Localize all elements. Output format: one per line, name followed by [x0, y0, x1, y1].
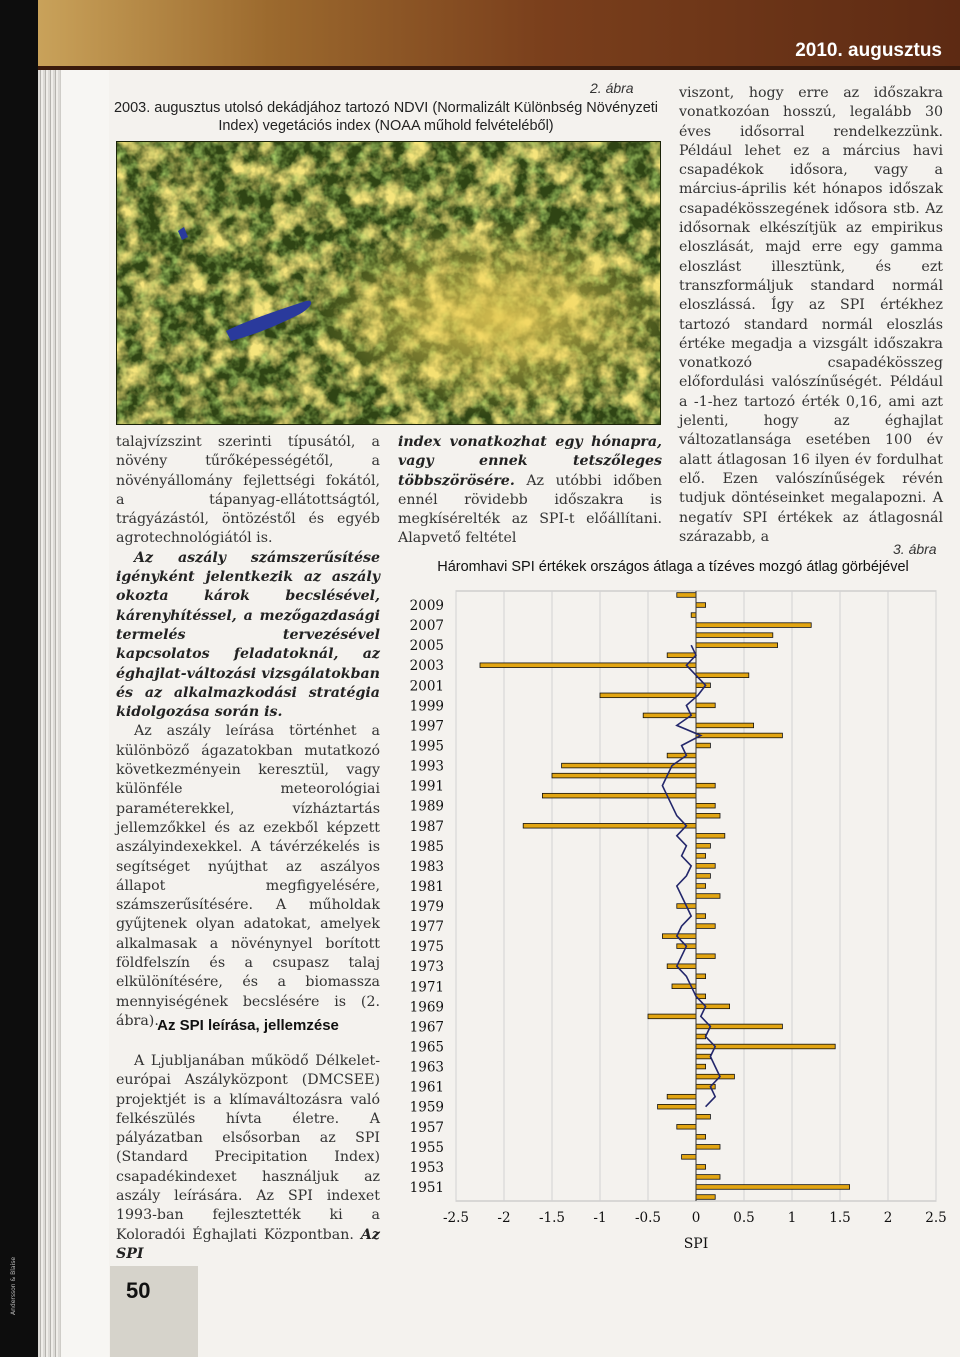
spi-bar-1958	[696, 1114, 710, 1119]
spi-bar-2004	[667, 653, 696, 658]
spi-bar-1982	[696, 874, 710, 879]
spi-bar-1950	[696, 1195, 715, 1200]
spi-bar-1959	[658, 1104, 696, 1109]
spi-bar-1989	[696, 803, 715, 808]
spi-bar-1984	[696, 854, 706, 859]
spi-bar-1966	[696, 1034, 706, 1039]
spi-bar-2006	[696, 633, 773, 638]
spi-bar-1991	[696, 783, 715, 788]
spi-bar-1996	[696, 733, 782, 738]
y-tick-label-1965: 1965	[409, 1039, 444, 1056]
spi-bar-1956	[696, 1135, 706, 1140]
spi-chart-svg	[398, 583, 948, 1253]
y-tick-label-1967: 1967	[409, 1019, 444, 1036]
paragraph	[398, 433, 662, 549]
spi-bar-1964	[696, 1054, 710, 1059]
paragraph-emphasis: Az SPI	[116, 1226, 380, 1262]
y-tick-label-1991: 1991	[409, 778, 444, 795]
y-tick-label-2005: 2005	[409, 638, 444, 655]
column-1-text	[116, 433, 380, 1031]
spi-bar-2003	[480, 663, 696, 668]
spi-bar-2000	[600, 693, 696, 698]
spi-bar-1969	[696, 1004, 730, 1009]
y-tick-label-1985: 1985	[409, 838, 444, 855]
spi-bar-1999	[696, 703, 715, 708]
y-tick-label-1955: 1955	[409, 1139, 444, 1156]
spi-bar-2002	[696, 673, 749, 678]
spi-bar-1988	[696, 813, 720, 818]
y-tick-label-1951: 1951	[409, 1179, 444, 1196]
spi-bar-1955	[696, 1145, 720, 1150]
header-band	[38, 0, 960, 70]
x-tick-label: -2.5	[442, 1210, 470, 1226]
y-tick-label-1983: 1983	[409, 858, 444, 875]
spi-bar-1997	[696, 723, 754, 728]
paragraph-text: Az utóbbi időben ennél rövidebb időszakra is megkísérelték az SPI-t előállítani. Alapvető feltétel	[398, 472, 662, 547]
ndvi-map-graphic	[116, 141, 661, 425]
spi-bar-1983	[696, 864, 715, 869]
y-tick-label-1971: 1971	[409, 979, 444, 996]
emphasis-paragraph: Az aszály számszerűsítése igényként jelentkezik az aszály okozta károk becslésével, kárenyhítéssel, a mezőgazdasági termelés tervezésével kapcsolatos feladatoknál, az éghajlat-változási vizsgálatokban és az alkalmazkodási stratégia kidolgozása során is.	[116, 549, 380, 721]
page-edges	[38, 0, 60, 1357]
spi-bar-2005	[696, 643, 778, 648]
y-tick-label-1969: 1969	[409, 999, 444, 1016]
y-tick-label-1977: 1977	[409, 919, 444, 936]
spi-bar-1978	[696, 914, 706, 919]
section-body	[116, 1052, 380, 1264]
spi-bar-2008	[691, 613, 696, 618]
paragraph-text: A Ljubljanában működő Délkelet-európai Aszályközpont (DMCSEE) projektjét is a klímaváltozásra való felkészülés hívta életre. A pályázatban elsősorban az SPI (Standard Precipitation Index) csapadékindexet használjuk az aszály leírására. Az SPI indexet 1993-ban fejlesztették ki a Koloradói Éghajlati Központban.	[116, 1053, 380, 1243]
y-tick-label-1987: 1987	[409, 818, 444, 835]
x-tick-label: 2	[883, 1210, 893, 1226]
y-tick-label-1963: 1963	[409, 1059, 444, 1076]
column-2-text	[398, 433, 662, 549]
binding-edge	[0, 0, 38, 1357]
spi-bar-1954	[682, 1155, 696, 1160]
y-tick-label-2001: 2001	[409, 678, 444, 695]
y-tick-label-1959: 1959	[409, 1099, 444, 1116]
y-tick-label-1981: 1981	[409, 878, 444, 895]
spi-bar-1990	[542, 793, 696, 798]
spi-bar-1962	[696, 1074, 734, 1079]
spi-bar-1995	[696, 743, 710, 748]
spi-bar-1981	[696, 884, 706, 889]
spi-bar-1957	[677, 1124, 696, 1129]
spi-bar-2009	[696, 603, 706, 608]
spi-bar-1992	[552, 773, 696, 778]
spine-text: Andersson & Blaise	[10, 1256, 17, 1315]
y-tick-label-2003: 2003	[409, 658, 444, 675]
spi-bar-2010	[677, 593, 696, 598]
spi-bar-1963	[696, 1064, 706, 1069]
x-tick-label: 1.5	[829, 1210, 851, 1226]
spi-bar-1972	[696, 974, 706, 979]
y-tick-label-1999: 1999	[409, 698, 444, 715]
section-heading: Az SPI leírása, jellemzése	[157, 1017, 339, 1034]
x-axis-label: SPI	[683, 1236, 709, 1252]
y-tick-label-1995: 1995	[409, 738, 444, 755]
x-tick-label: 1	[787, 1210, 797, 1226]
spi-bar-1953	[696, 1165, 706, 1170]
spi-bar-1993	[562, 763, 696, 768]
y-tick-label-1973: 1973	[409, 959, 444, 976]
paragraph: talajvízszint szerinti típusától, a növény tűrőképességétől, a növényállomány fejlettségi fokától, a tápanyag-ellátottságtól, trágyázástól, öntözéstől és egyéb agrotechnológiától is.	[116, 434, 380, 547]
y-tick-label-1975: 1975	[409, 939, 444, 956]
page-margin	[60, 70, 109, 1357]
y-tick-label-1953: 1953	[409, 1159, 444, 1176]
spi-bar-1952	[696, 1175, 720, 1180]
spi-bar-1985	[696, 844, 710, 849]
x-tick-label: -1	[593, 1210, 607, 1226]
y-tick-label-1957: 1957	[409, 1119, 444, 1136]
y-tick-label-1993: 1993	[409, 758, 444, 775]
spi-bar-1994	[667, 753, 696, 758]
x-tick-label: 0	[691, 1210, 701, 1226]
spi-bar-1977	[696, 924, 715, 929]
page-number-box	[110, 1266, 198, 1357]
spi-bar-1974	[696, 954, 715, 959]
paragraph-emphasis: index vonatkozhat egy hónapra, vagy ennek tetszőleges többszörösére.	[398, 434, 662, 489]
y-tick-label-2009: 2009	[409, 598, 444, 615]
figure3-label: 3. ábra	[893, 541, 937, 557]
spi-bar-1973	[667, 964, 696, 969]
y-tick-label-1997: 1997	[409, 718, 444, 735]
figure2-caption: 2003. augusztus utolsó dekádjához tartozó NDVI (Normalizált Különbség Növényzeti Index) vegetációs index (NOAA műhold felvételéből)	[113, 100, 659, 134]
y-tick-label-1979: 1979	[409, 899, 444, 916]
y-tick-label-1961: 1961	[409, 1079, 444, 1096]
spi-bar-1960	[667, 1094, 696, 1099]
x-tick-label: 2.5	[925, 1210, 947, 1226]
spi-bar-2007	[696, 623, 811, 628]
y-tick-label-1989: 1989	[409, 798, 444, 815]
figure2-label: 2. ábra	[590, 80, 634, 96]
spi-bar-1951	[696, 1185, 850, 1190]
paragraph	[116, 1052, 380, 1264]
page-number: 50	[126, 1278, 151, 1303]
ndvi-satellite-image	[116, 141, 661, 425]
x-tick-label: -1.5	[538, 1210, 566, 1226]
paragraph: Az aszály leírása történhet a különböző ágazatokban mutatkozó következményein keresztül, vagy különféle meteorológiai paraméterekkel, vízháztartás jellemzőkkel és az ezekből képzett aszályindexekkel. A távérzékelés is segítséget nyújthat az aszályos állapot megfigyelésére, számszerűsítésére. A műholdak gyűjtenek olyan adatokat, amelyek alkalmasak a növénynyel borított földfelszín és a csupasz talaj elkülönítésére, és a biomassza mennyiségének becslésére is (2. ábra).	[116, 723, 380, 1029]
spi-bar-1980	[696, 894, 720, 899]
spi-bar-1965	[696, 1044, 835, 1049]
figure3-caption: Háromhavi SPI értékek országos átlaga a tízéves mozgó átlag görbéjével	[437, 559, 909, 575]
spi-bar-1986	[696, 834, 725, 839]
spi-bar-1987	[523, 823, 696, 828]
y-tick-label-2007: 2007	[409, 618, 444, 635]
x-tick-label: -2	[497, 1210, 511, 1226]
x-tick-label: 0.5	[733, 1210, 755, 1226]
spi-bar-1968	[648, 1014, 696, 1019]
paragraph: viszont, hogy erre az időszakra vonatkozóan hosszú, legalább 30 éves idősorral rendelkezzünk. Például lehet ez a március havi csapadékok idősora, vagy a március-április két hónapos időszak csapadékösszegének idősora stb. Az idősornak elkészítjük az empirikus eloszlását, majd erre egy gamma eloszlást illesztünk, és ezt transzformáljuk standard normál eloszlássá. Így az SPI értékhez tartozó standard normál eloszlás értéke megadja a vizsgált időszakra vonatkozó csapadékösszeg előfordulási valószínűségét. Például a -1-hez tartozó érték 0,16, ami azt jelenti, hogy az éghajlat változatlansága esetében 100 év alatt átlagosan 16 ilyen év fordulhat elő. Ezen valószínűségek révén tudjuk döntéseinket megalapozni. A negatív SPI értékek az átlagosnál szárazabb, a	[679, 85, 943, 545]
x-tick-label: -0.5	[634, 1210, 662, 1226]
issue-date: 2010. augusztus	[795, 40, 942, 61]
column-3-text	[679, 84, 943, 547]
spi-chart	[398, 583, 948, 1253]
